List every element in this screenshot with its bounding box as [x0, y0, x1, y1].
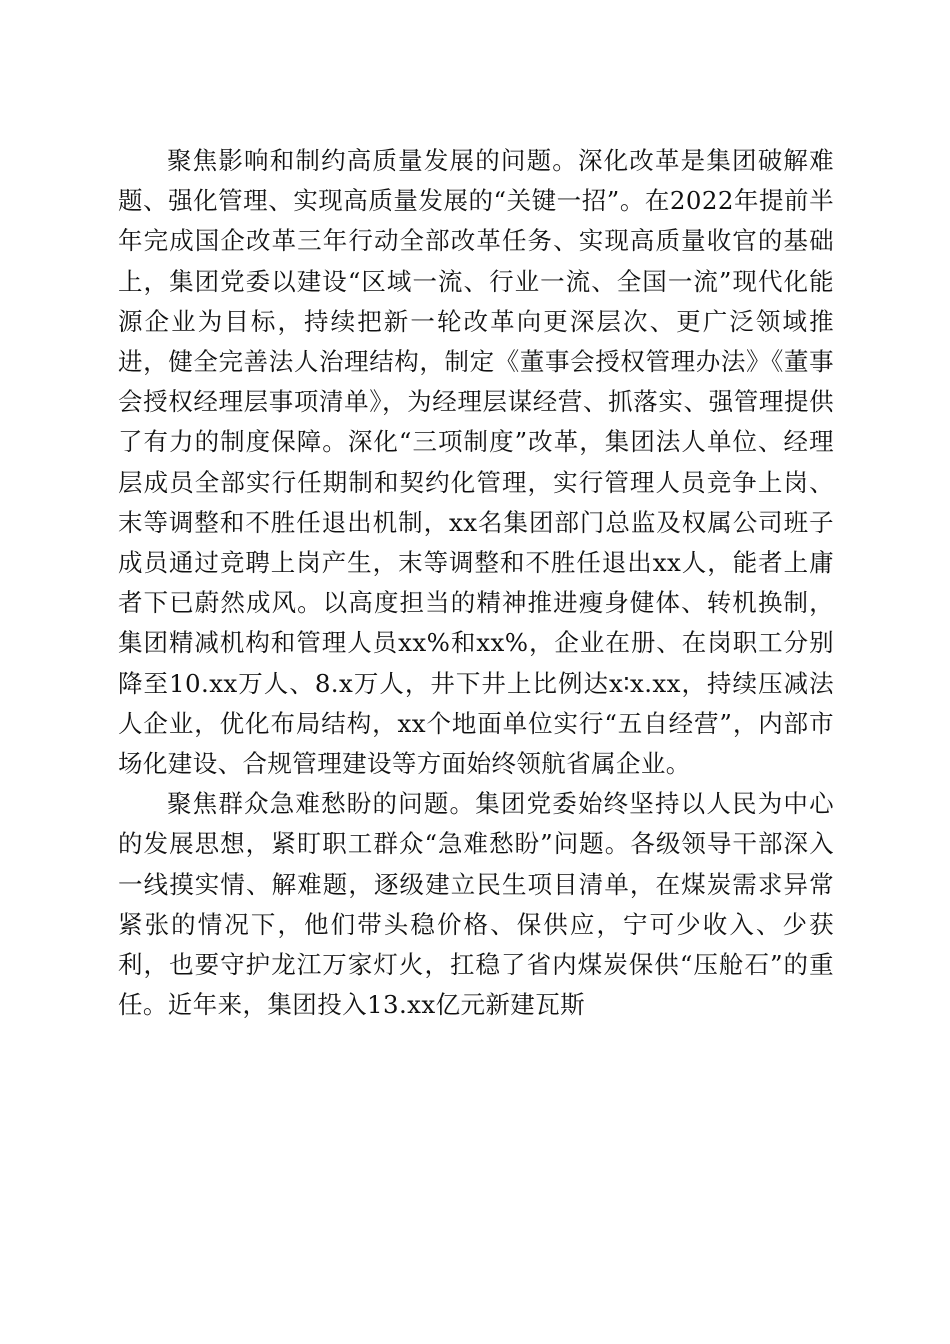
paragraph-livelihood: 聚焦群众急难愁盼的问题。集团党委始终坚持以人民为中心的发展思想，紧盯职工群众“急难愁盼”问题。各级领导干部深入一线摸实情、解难题，逐级建立民生项目清单，在煤炭需求异常紧张的情况下，他们带头稳价格、保供应，宁可少收入、少获利，也要守护龙江万家灯火，扛稳了省内煤炭保供“压舱石”的重任。近年来，集团投入13.xx亿元新建瓦斯 [118, 789, 834, 1020]
document-body [118, 141, 834, 1025]
paragraph-reform: 聚焦影响和制约高质量发展的问题。深化改革是集团破解难题、强化管理、实现高质量发展的“关键一招”。在2022年提前半年完成国企改革三年行动全部改革任务、实现高质量收官的基础上，集团党委以建设“区域一流、行业一流、全国一流”现代化能源企业为目标，持续把新一轮改革向更深层次、更广泛领域推进，健全完善法人治理结构，制定《董事会授权管理办法》《董事会授权经理层事项清单》，为经理层谋经营、抓落实、强管理提供了有力的制度保障。深化“三项制度”改革，集团法人单位、经理层成员全部实行任期制和契约化管理，实行管理人员竞争上岗、末等调整和不胜任退出机制，xx名集团部门总监及权属公司班子成员通过竞聘上岗产生，末等调整和不胜任退出xx人，能者上庸者下已蔚然成风。以高度担当的精神推进瘦身健体、转机换制，集团精减机构和管理人员xx%和xx%，企业在册、在岗职工分别降至10.xx万人、8.x万人，井下井上比例达x∶x.xx，持续压减法人企业，优化布局结构，xx个地面单位实行“五自经营”，内部市场化建设、合规管理建设等方面始终领航省属企业。 [118, 146, 834, 779]
